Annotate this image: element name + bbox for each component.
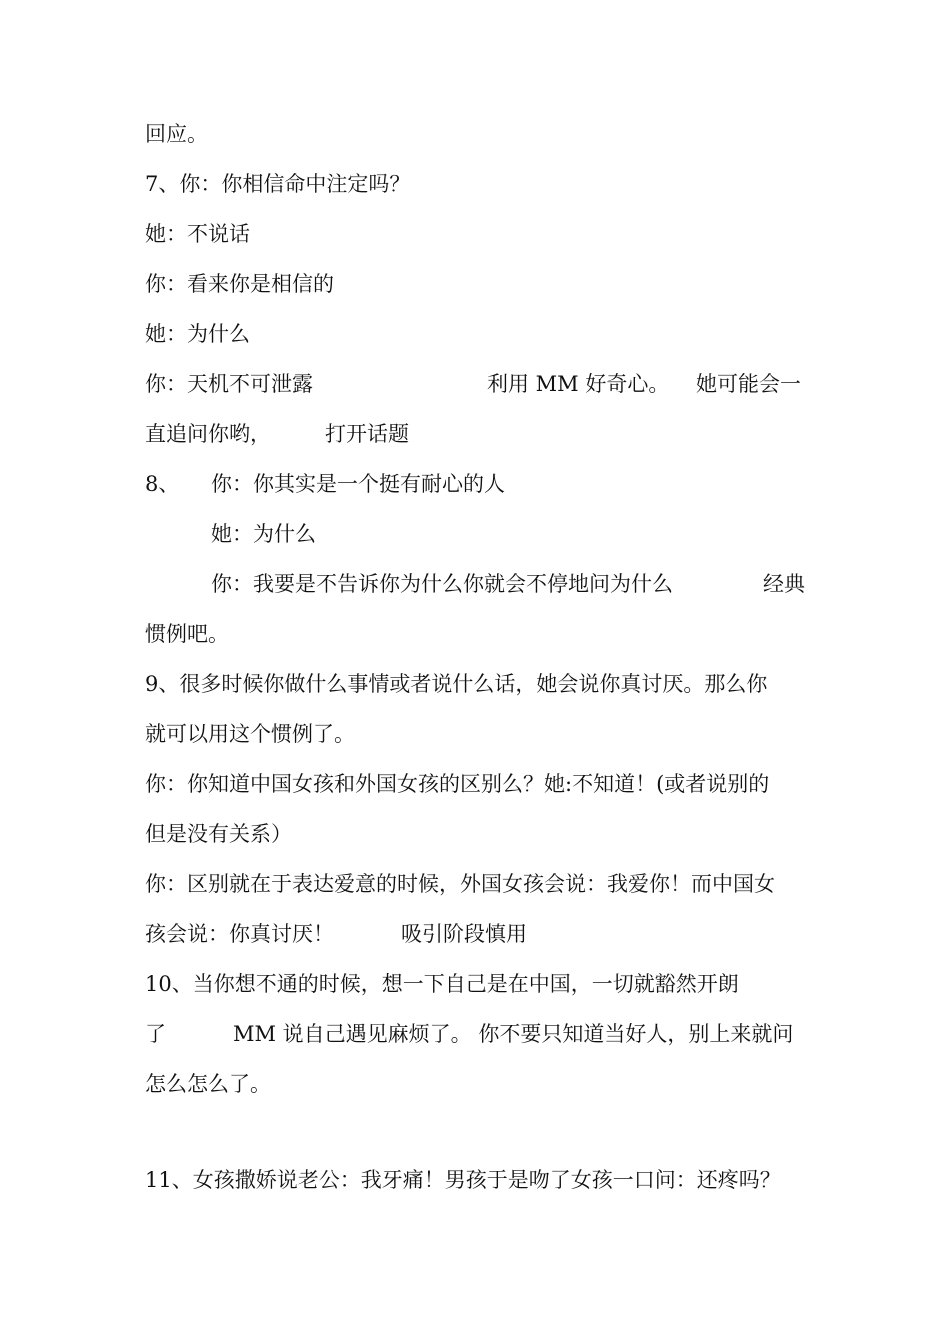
text-line <box>145 970 739 998</box>
text-segment: 你：看来你是相信的 <box>145 272 334 296</box>
text-segment: 打开话题 <box>325 422 409 446</box>
text-segment: 你：我要是不告诉你为什么你就会不停地问为什么 <box>211 572 673 596</box>
text-segment: 回应。 <box>145 122 208 146</box>
text-line <box>145 1166 781 1194</box>
text-segment: 9、很多时候你做什么事情或者说什么话，她会说你真讨厌。那么你 <box>145 672 768 696</box>
text-segment: 了 <box>145 1022 166 1046</box>
text-segment: 7、你：你相信命中注定吗？ <box>145 172 411 196</box>
text-segment: 你：你其实是一个挺有耐心的人 <box>211 472 505 496</box>
text-line <box>145 520 316 548</box>
text-line <box>145 620 229 648</box>
text-line <box>145 870 775 898</box>
text-segment: 她：不说话 <box>145 222 250 246</box>
text-line <box>145 720 355 748</box>
text-line <box>145 670 768 698</box>
text-segment: 吸引阶段慎用 <box>401 922 527 946</box>
text-segment: 经典 <box>763 572 805 596</box>
text-line <box>145 770 770 798</box>
text-segment: 怎么怎么了。 <box>145 1072 271 1096</box>
text-line <box>145 270 334 298</box>
text-segment: 但是没有关系） <box>145 822 292 846</box>
text-segment: 惯例吧。 <box>145 622 229 646</box>
text-segment: 你：区别就在于表达爱意的时候，外国女孩会说：我爱你！而中国女 <box>145 872 775 896</box>
text-line <box>145 470 505 498</box>
text-segment: 利用 MM 好奇心。 <box>487 372 670 396</box>
text-segment: 直追问你哟， <box>145 422 271 446</box>
text-line <box>145 320 250 348</box>
text-line <box>145 170 411 198</box>
text-line <box>145 570 805 598</box>
text-segment: 就可以用这个惯例了。 <box>145 722 355 746</box>
text-line <box>145 920 527 948</box>
text-line <box>145 220 250 248</box>
text-segment: 她：为什么 <box>211 522 316 546</box>
text-segment: 你：天机不可泄露 <box>145 372 313 396</box>
text-segment: MM 说自己遇见麻烦了。 你不要只知道当好人，别上来就问 <box>233 1022 794 1046</box>
text-segment: 10、当你想不通的时候，想一下自己是在中国，一切就豁然开朗 <box>145 972 739 996</box>
text-line <box>145 420 409 448</box>
text-line <box>145 370 801 398</box>
text-segment: 孩会说：你真讨厌！ <box>145 922 334 946</box>
text-line <box>145 120 208 148</box>
text-segment: 8、 <box>145 472 180 496</box>
text-line <box>145 820 292 848</box>
text-line <box>145 1020 794 1048</box>
text-line <box>145 1070 271 1098</box>
text-segment: 她：为什么 <box>145 322 250 346</box>
text-segment: 11、女孩撒娇说老公：我牙痛！男孩于是吻了女孩一口问：还疼吗？ <box>145 1168 781 1192</box>
text-segment: 她可能会一 <box>696 372 801 396</box>
text-segment: 你：你知道中国女孩和外国女孩的区别么？她:不知道！(或者说别的 <box>145 772 770 796</box>
